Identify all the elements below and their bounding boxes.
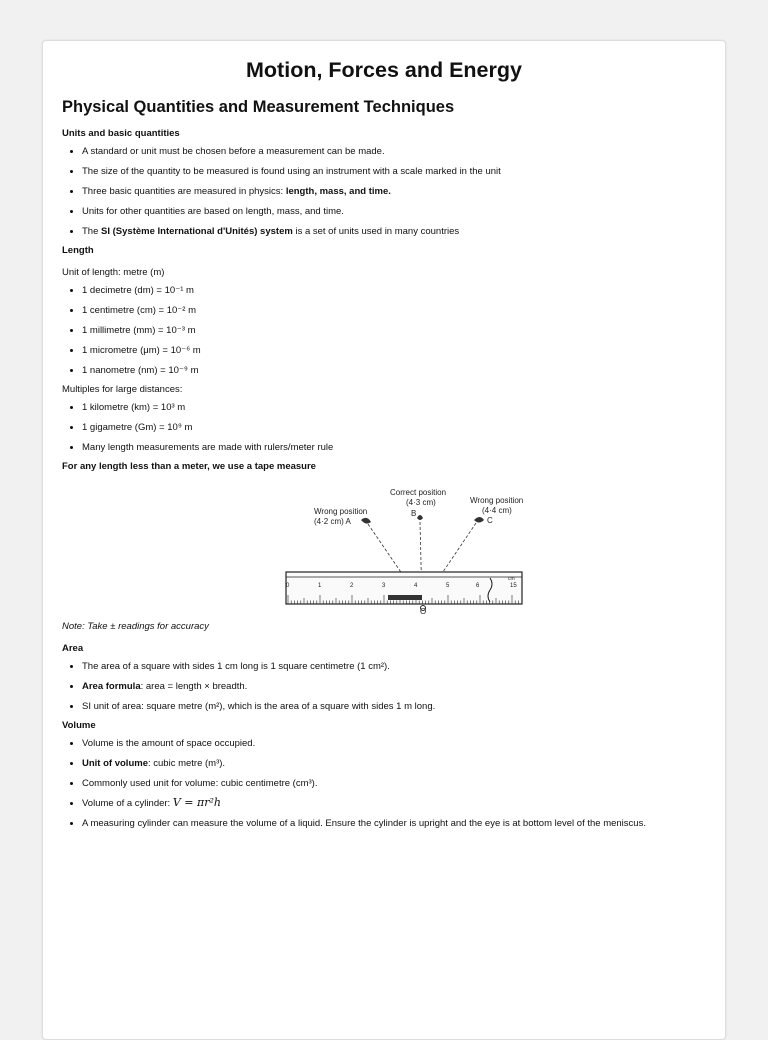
large-distances-list [62,400,706,455]
section-title: Physical Quantities and Measurement Techniques [62,98,455,116]
length-heading: Length [62,245,94,256]
accuracy-note: Note: Take ± readings for accuracy [62,621,209,632]
list-item: • 1 centimetre (cm) = 10⁻² m [82,303,706,318]
list-item: • Volume is the amount of space occupied. [82,736,706,751]
item-text: is a set of units used in many countries [292,226,460,237]
list-item: • 1 nanometre (nm) = 10⁻⁹ m [82,363,706,378]
point-c-label: C [487,516,493,525]
item-bold-text: SI (Système International d'Unités) system [101,226,293,237]
list-item: • The area of a square with sides 1 cm long is 1 square centimetre (1 cm²). [82,659,706,674]
wrong-position-right-label: Wrong position [470,496,524,505]
large-distances-line: Multiples for large distances: [62,384,183,395]
tick-label-6: 6 [476,583,480,589]
list-item: • Units for other quantities are based on length, mass, and time. [82,204,706,219]
wrong-position-left-label: Wrong position [314,507,368,516]
tick-label-1: 1 [318,583,322,589]
tick-label-15: 15 [510,583,517,589]
list-item: • 1 micrometre (μm) = 10⁻⁶ m [82,343,706,358]
cylinder-volume-formula: V = πr²h [172,796,221,809]
units-list [62,144,706,239]
ruler-reading-diagram [260,486,532,614]
tape-measure-line: For any length less than a meter, we use a tape measure [62,461,316,472]
item-text: Volume of a cylinder: [82,798,173,809]
item-text: : cubic metre (m³). [147,758,226,769]
list-item: • SI unit of area: square metre (m²), which is the area of a square with sides 1 m long. [82,699,706,714]
object-bar [388,595,422,600]
ruler-unit-label: cm [508,576,515,582]
item-bold-text: length, mass, and time. [285,186,391,197]
tick-label-3: 3 [382,583,386,589]
list-item [82,796,706,811]
list-item: • 1 decimetre (dm) = 10⁻¹ m [82,283,706,298]
item-bold-text: Area formula [82,681,141,692]
page-title: Motion, Forces and Energy [246,58,522,82]
list-item: • 1 kilometre (km) = 10³ m [82,400,706,415]
units-heading: Units and basic quantities [62,128,180,139]
document-page [42,40,726,1040]
item-text: The [82,226,102,237]
list-item: • A measuring cylinder can measure the volume of a liquid. Ensure the cylinder is upright and the eye is at bottom level of the meniscus. [82,816,706,831]
list-item: • A standard or unit must be chosen before a measurement can be made. [82,144,706,159]
wrong-position-left-value: (4·2 cm) A [314,517,351,526]
correct-position-value: (4·3 cm) [406,498,436,507]
list-item: • 1 gigametre (Gm) = 10⁹ m [82,420,706,435]
list-item: • Many length measurements are made with rulers/meter rule [82,440,706,455]
item-bold-text: Unit of volume [82,758,148,769]
tick-label-4: 4 [414,583,418,589]
list-item [82,679,706,694]
tick-label-0: 0 [286,583,290,589]
tick-label-5: 5 [446,583,450,589]
list-item: • 1 millimetre (mm) = 10⁻³ m [82,323,706,338]
eye-center-icon [417,515,423,520]
length-list [62,283,706,378]
list-item [82,224,706,239]
list-item: • Commonly used unit for volume: cubic centimetre (cm³). [82,776,706,791]
length-unit-line: Unit of length: metre (m) [62,267,165,278]
item-text: : area = length × breadth. [140,681,248,692]
point-o-label: O [420,607,427,614]
eye-right-icon [474,517,484,523]
area-list [62,659,706,714]
volume-heading: Volume [62,720,96,731]
area-heading: Area [62,643,84,654]
wrong-position-right-value: (4·4 cm) [482,506,512,515]
list-item: • The size of the quantity to be measured is found using an instrument with a scale marked in the unit [82,164,706,179]
eye-left-icon [361,518,371,524]
item-text: Three basic quantities are measured in physics: [82,186,286,197]
correct-position-label: Correct position [390,488,447,497]
list-item [82,184,706,199]
point-b-label: B [411,509,417,518]
tick-label-2: 2 [350,583,354,589]
volume-list [62,736,706,831]
list-item [82,756,706,771]
